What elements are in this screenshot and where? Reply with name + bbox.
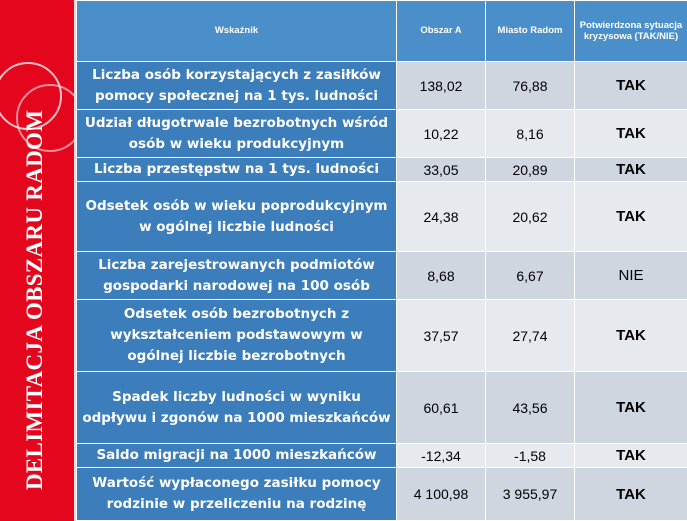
confirmed-value: TAK <box>575 468 687 521</box>
table-row <box>77 468 687 521</box>
confirmed-value: TAK <box>575 372 687 444</box>
table-row <box>77 372 687 444</box>
header-city: Miasto Radom <box>486 1 575 62</box>
indicator-cell: Spadek liczby ludności w wyniku odpływu i zgonów na 1000 mieszkańców <box>77 372 397 444</box>
sidebar <box>0 0 74 521</box>
table-header-row <box>77 1 687 62</box>
confirmed-value: TAK <box>575 182 687 252</box>
indicator-cell: Saldo migracji na 1000 mieszkańców <box>77 444 397 468</box>
area-a-value: 24,38 <box>397 182 486 252</box>
city-value: 76,88 <box>486 62 575 110</box>
confirmed-value: TAK <box>575 300 687 372</box>
table-row <box>77 158 687 182</box>
area-a-value: 60,61 <box>397 372 486 444</box>
city-value: 6,67 <box>486 252 575 300</box>
confirmed-value: TAK <box>575 110 687 158</box>
header-indicator: Wskaźnik <box>77 1 397 62</box>
city-value: 43,56 <box>486 372 575 444</box>
indicator-cell: Odsetek osób bezrobotnych z wykształceniem podstawowym w ogólnej liczbie bezrobotnych <box>77 300 397 372</box>
city-value: 20,89 <box>486 158 575 182</box>
indicator-cell: Liczba przestępstw na 1 tys. ludności <box>77 158 397 182</box>
indicator-cell: Liczba zarejestrowanych podmiotów gospodarki narodowej na 100 osób <box>77 252 397 300</box>
table-row <box>77 252 687 300</box>
city-value: 3 955,97 <box>486 468 575 521</box>
area-a-value: 37,57 <box>397 300 486 372</box>
area-a-value: 10,22 <box>397 110 486 158</box>
table-row <box>77 182 687 252</box>
area-a-value: -12,34 <box>397 444 486 468</box>
area-a-value: 4 100,98 <box>397 468 486 521</box>
confirmed-value: TAK <box>575 62 687 110</box>
city-value: 27,74 <box>486 300 575 372</box>
area-a-value: 138,02 <box>397 62 486 110</box>
table-row <box>77 62 687 110</box>
table-row <box>77 444 687 468</box>
indicator-cell: Wartość wypłaconego zasiłku pomocy rodzinie w przeliczeniu na rodzinę <box>77 468 397 521</box>
indicators-table <box>76 0 687 521</box>
confirmed-value: TAK <box>575 444 687 468</box>
table-row <box>77 300 687 372</box>
area-a-value: 33,05 <box>397 158 486 182</box>
header-confirmed: Potwierdzona sytuacja kryzysowa (TAK/NIE) <box>575 1 687 62</box>
area-a-value: 8,68 <box>397 252 486 300</box>
city-value: 20,62 <box>486 182 575 252</box>
sidebar-title: DELIMITACJA OBSZARU RADOM <box>22 109 47 490</box>
header-area-a: Obszar A <box>397 1 486 62</box>
indicator-cell: Odsetek osób w wieku poprodukcyjnym w ogólnej liczbie ludności <box>77 182 397 252</box>
city-value: 8,16 <box>486 110 575 158</box>
indicator-cell: Liczba osób korzystających z zasiłków pomocy społecznej na 1 tys. ludności <box>77 62 397 110</box>
confirmed-value: TAK <box>575 158 687 182</box>
indicator-cell: Udział długotrwale bezrobotnych wśród osób w wieku produkcyjnym <box>77 110 397 158</box>
table-row <box>77 110 687 158</box>
city-value: -1,58 <box>486 444 575 468</box>
confirmed-value: NIE <box>575 252 687 300</box>
